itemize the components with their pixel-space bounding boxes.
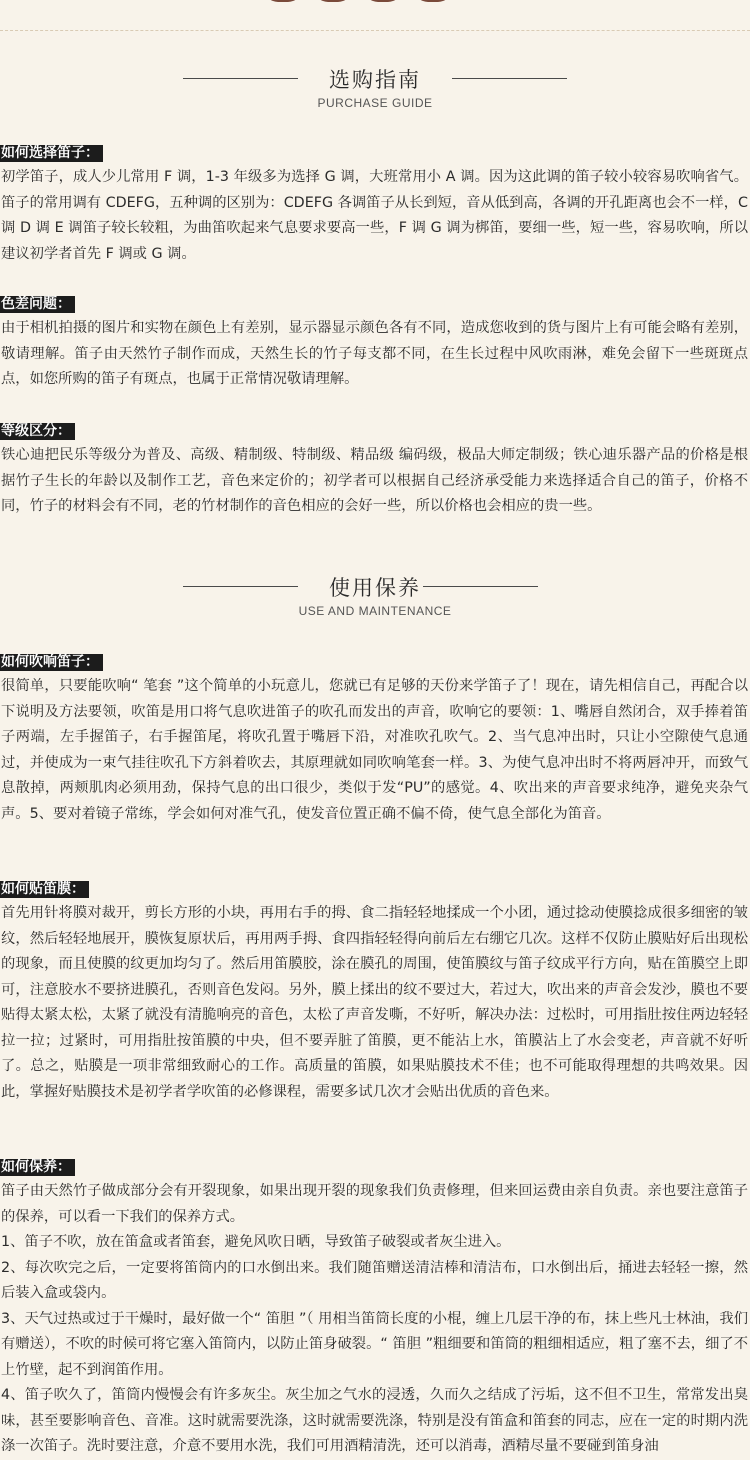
how-to-play-section	[0, 651, 750, 827]
color-difference-section	[0, 293, 750, 393]
maintenance-tip: 3、天气过热或过于干燥时，最好做一个“ 笛胆 ”（ 用相当笛筒长度的小棍，缠上几层干净的布，抹上些凡士林油，我们有赠送），不吹的时候可将它塞入笛筒内，以防止笛身破裂。“ 笛胆 ”粗细要和笛筒的粗细相适应，粗了塞不去，细了不上竹壁，起不到润笛作用。	[1, 1310, 748, 1378]
use-maintenance-header	[0, 572, 750, 622]
section-heading: 如何保养：	[0, 1159, 75, 1176]
section-title: 选购指南	[329, 68, 421, 92]
decorative-arc	[314, 0, 352, 2]
choose-flute-section	[0, 142, 750, 267]
maintenance-tip: 1、笛子不吹，放在笛盒或者笛套，避免风吹日晒，导致笛子破裂或者灰尘进入。	[1, 1234, 511, 1250]
section-subtitle: USE AND MAINTENANCE	[298, 604, 452, 618]
purchase-guide-header	[0, 64, 750, 114]
maintenance-tip: 4、笛子吹久了，笛筒内慢慢会有许多灰尘。灰尘加之气水的浸透，久而久之结成了污垢，这不但不卫生，常常发出臭味，甚至要影响音色、音准。这时就需要洗涤，这时就需要洗涤，特别是没有笛盒和笛套的同志，应在一定的时期内洗涤一次笛子。洗时要注意，介意不要用水洗，我们可用酒精清洗，还可以消毒，酒精尽量不要碰到笛身油	[1, 1387, 748, 1454]
decorative-arc	[414, 0, 452, 2]
section-body: 由于相机拍摄的图片和实物在颜色上有差别，显示器显示颜色各有不同，造成您收到的货与图片上有可能会略有差别，敬请理解。笛子由天然竹子制作而成，天然生长的竹子每支都不同，在生长过程中风吹雨淋，难免会留下一些斑斑点点，如您所购的笛子有斑点，也属于正常情况敬请理解。	[1, 320, 748, 387]
section-body: 很简单，只要能吹响“ 笔套 ”这个简单的小玩意儿，您就已有足够的天份来学笛子了！现在，请先相信自己，再配合以下说明及方法要领，吹笛是用口将气息吹进笛子的吹孔而发出的声音，吹响它的要领：1、嘴唇自然闭合，双手捧着笛子两端，左手握笛子，右手握笛尾，将吹孔置于嘴唇下沿，对准吹孔吹气。2、当气息冲出时，只让小空隙使气息通过，并使成为一束气挂往吹孔下方斜着吹去，其原理就如同吹响笔套一样。3、为使气息冲出时不将两唇冲开，而致气息散掉，两颊肌肉必须用劲，保持气息的出口很少，类似于发“PU”的感觉。4、吹出来的声音要求纯净，避免夹杂气声。5、要对着镜子常练，学会如何对准气孔，使发音位置正确不偏不倚，使气息全部化为笛音。	[1, 678, 748, 822]
section-title: 使用保养	[329, 576, 421, 600]
membrane-section	[0, 878, 750, 1105]
decorative-arc	[264, 0, 302, 2]
maintenance-intro: 笛子由天然竹子做成部分会有开裂现象，如果出现开裂的现象我们负责修理，但来回运费由亲自负责。亲也要注意笛子的保养，可以看一下我们的保养方式。	[1, 1183, 748, 1225]
section-body: 初学笛子，成人少儿常用 F 调，1-3 年级多为选择 G 调，大班常用小 A 调。因为这此调的笛子较小较容易吹响省气。笛子的常用调有 CDEFG，五种调的区别为：CDEFG 各调笛子从长到短，音从低到高，各调的开孔距离也会不一样，C 调 D 调 E 调笛子较长较粗，为曲笛吹起来气息要求要高一些，F 调 G 调为梆笛，要细一些，短一些，容易吹响，所以建议初学者首先 F 调或 G 调。	[1, 169, 748, 262]
section-body: 首先用针将膜对裁开，剪长方形的小块，再用右手的拇、食二指轻轻地揉成一个小团，通过捻动使膜捻成很多细密的皱纹，然后轻轻地展开，膜恢复原状后，再用两手拇、食四指轻轻得向前后左右绷它几次。这样不仅防止膜贴好后出现松的现象，而且使膜的纹更加均匀了。然后用笛膜胶，涂在膜孔的周围，使笛膜纹与笛子纹成平行方向，贴在笛膜空上即可，注意胶水不要挤进膜孔，否则音色发闷。另外，膜上揉出的纹不要过大，若过大，吹出来的声音会发沙，膜也不要贴得太紧太松，太紧了就没有清脆响亮的音色，太松了声音发嘶，不好听，解决办法：过松时，可用指肚按住两边轻轻拉一拉；过紧时，可用指肚按笛膜的中央，但不要弄脏了笛膜，更不能沾上水，笛膜沾上了水会变老，声音就不好听了。总之，贴膜是一项非常细致耐心的工作。高质量的笛膜，如果贴膜技术不佳；也不可能取得理想的共鸣效果。因此，掌握好贴膜技术是初学者学吹笛的必修课程，需要多试几次才会贴出优质的音色来。	[1, 905, 748, 1100]
section-heading: 色差问题：	[0, 296, 75, 313]
maintenance-tip: 2、每次吹完之后，一定要将笛筒内的口水倒出来。我们随笛赠送清洁棒和清洁布，口水倒出后，捅进去轻轻一擦，然后装入盒或袋内。	[1, 1259, 748, 1301]
section-body: 铁心迪把民乐等级分为普及、高级、精制级、特制级、精品级 编码级，极品大师定制级；铁心迪乐器产品的价格是根据竹子生长的年龄以及制作工艺，音色来定价的；初学者可以根据自己经济承受能力来选择适合自己的笛子，价格不同，竹子的材料会有不同，老的竹材制作的音色相应的会好一些，所以价格也会相应的贵一些。	[1, 447, 748, 514]
section-heading: 如何吹响笛子：	[0, 654, 103, 671]
section-heading: 等级区分：	[0, 423, 75, 440]
grade-section	[0, 420, 750, 520]
maintenance-list	[0, 1179, 750, 1460]
decorative-arc	[364, 0, 402, 2]
section-subtitle: PURCHASE GUIDE	[317, 96, 433, 110]
section-heading: 如何贴笛膜：	[0, 881, 89, 898]
section-heading: 如何选择笛子：	[0, 145, 103, 162]
top-decoration	[0, 0, 750, 6]
top-divider	[0, 30, 750, 31]
maintenance-section	[0, 1156, 750, 1460]
